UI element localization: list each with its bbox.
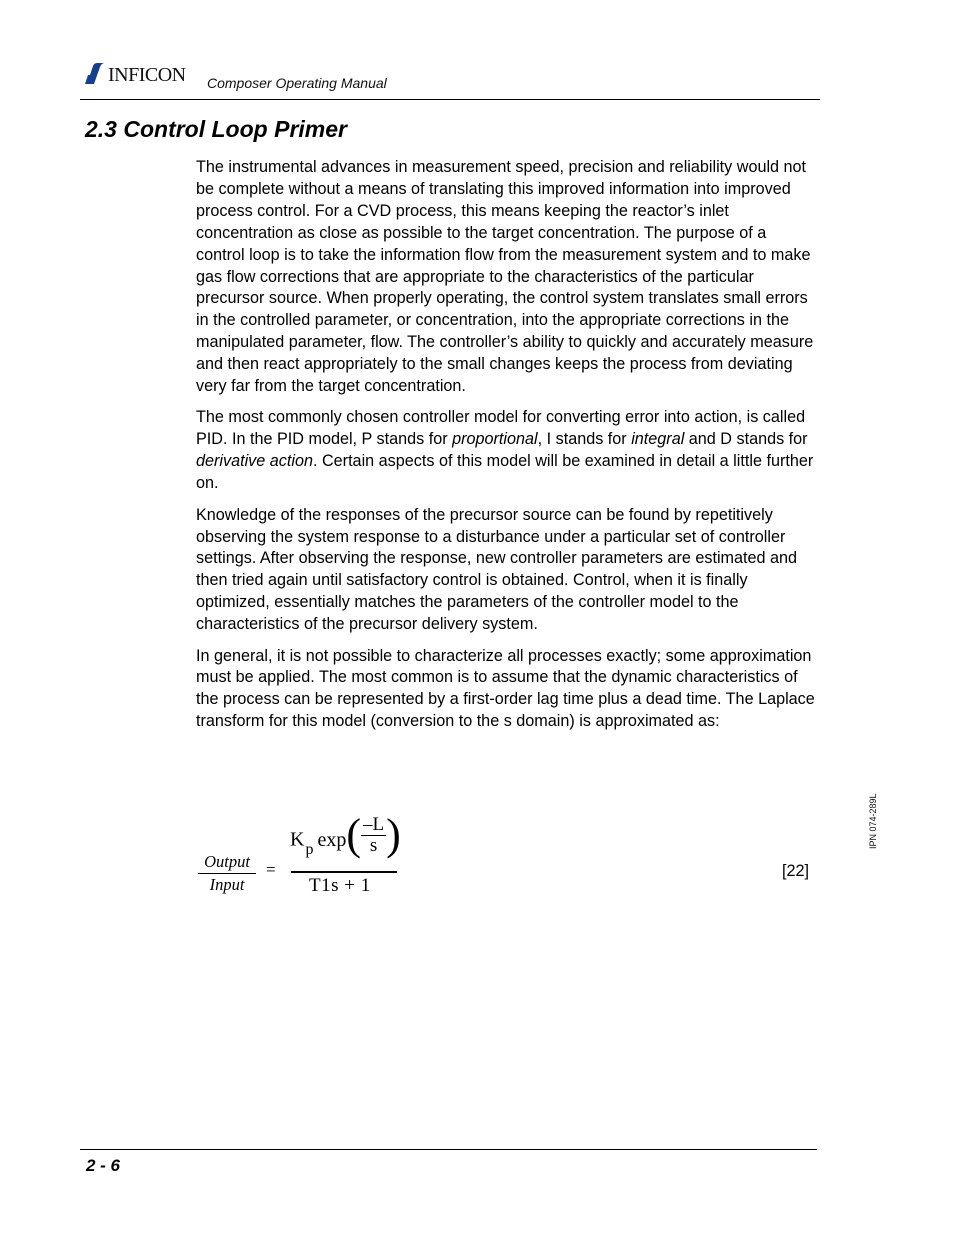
body-text <box>196 157 818 743</box>
exponent-denominator: s <box>369 834 378 856</box>
inficon-logo-icon <box>84 62 106 86</box>
footer-rule <box>80 1149 817 1150</box>
exponent-fraction <box>361 815 386 856</box>
paragraph-3: Knowledge of the responses of the precursor source can be found by repetitively observing the system response to a disturbance under a particular set of controller settings. After observing the response, new controller parameters are estimated and then tried again until satisfactory control is obtained. Control, when it is finally optimized, essentially matches the parameters of the controller model to the characteristics of the precursor delivery system. <box>196 505 798 634</box>
paragraph-1: The instrumental advances in measurement speed, precision and reliability would not be complete without a means of translating this improved information into improved process control. For a CVD process, this means keeping the reactor’s inlet concentration as close as possible to the target concentration. The purpose of a control loop is to take the information flow from the measurement system and to make gas flow corrections that are appropriate to the characteristics of the particular precursor source. When properly operating, the control system translates small errors in the controlled parameter, or concentration, into the appropriate corrections in the manipulated parameter, flow. The controller’s ability to quickly and accurately measure and then react appropriately to the small changes keeps the process from deviating very far from the target concentration. <box>196 158 814 396</box>
paragraph-2: The most commonly chosen controller model for converting error into action, is called PID. In the PID model, P stands for proportional, I stands for integral and D stands for derivative action. Certain aspects of this model will be examined in detail a little further on. <box>196 408 814 493</box>
exp-function: exp <box>317 828 347 851</box>
inficon-logo <box>84 62 204 88</box>
rhs-denominator: T1s + 1 <box>309 875 371 896</box>
document-code: IPN 074-289L <box>868 793 878 849</box>
rhs-numerator <box>290 810 401 863</box>
term-derivative-action: derivative action <box>196 452 313 471</box>
equation-lhs <box>198 852 256 895</box>
lhs-denominator: Input <box>198 873 256 895</box>
equals-sign: = <box>266 860 276 879</box>
laplace-transform-equation <box>196 810 818 901</box>
header-rule <box>80 99 820 100</box>
equation-number: [22] <box>782 862 810 880</box>
manual-title: Composer Operating Manual <box>207 75 387 91</box>
right-paren: ) <box>386 810 401 859</box>
term-integral: integral <box>631 430 685 449</box>
gain-subscript: p <box>305 840 314 858</box>
exponent-numerator: –L <box>363 813 385 835</box>
inficon-logo-text: INFICON <box>108 64 186 86</box>
fraction-bar <box>291 871 397 873</box>
term-proportional: proportional <box>452 430 538 449</box>
page-number: 2 - 6 <box>86 1156 121 1175</box>
left-paren: ( <box>346 810 361 859</box>
lhs-numerator: Output <box>204 852 250 871</box>
paragraph-4: In general, it is not possible to characterize all processes exactly; some approximation must be applied. The most common is to assume that the dynamic characteristics of the process can be represented by a first-order lag time plus a dead time. The Laplace transform for this model (conversion to the s domain) is approximated as: <box>196 646 815 731</box>
section-heading: 2.3 Control Loop Primer <box>85 116 347 142</box>
gain-symbol: K <box>290 828 305 851</box>
